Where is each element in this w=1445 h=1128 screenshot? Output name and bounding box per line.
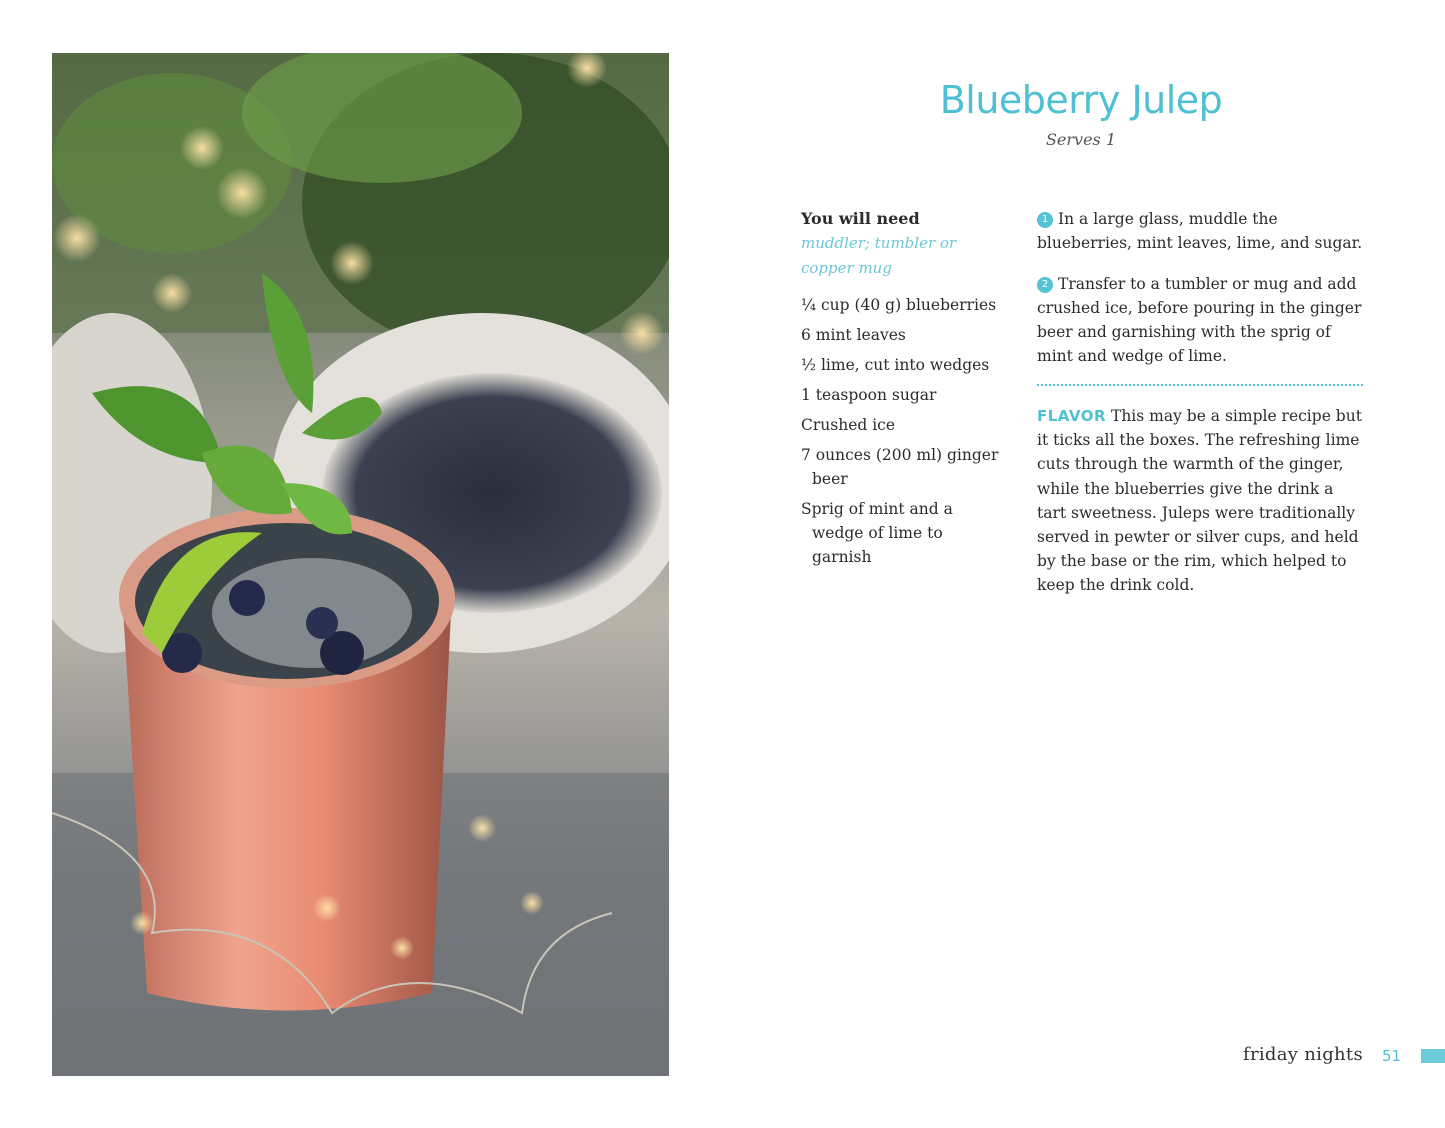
page-number: 51 bbox=[1382, 1047, 1402, 1065]
section-name: friday nights bbox=[1243, 1044, 1364, 1065]
ingredient-item: 1 teaspoon sugar bbox=[801, 386, 937, 404]
method-step bbox=[1037, 207, 1367, 255]
step-text: In a large glass, muddle the blueberries, mint leaves, lime, and sugar. bbox=[1037, 210, 1363, 252]
page-tab-marker bbox=[1421, 1049, 1445, 1063]
ingredients-heading: You will need bbox=[801, 209, 920, 228]
dotted-divider bbox=[1037, 384, 1363, 386]
step-number-badge: 1 bbox=[1037, 212, 1053, 228]
method-step bbox=[1037, 272, 1367, 368]
cocktail-photo bbox=[52, 53, 669, 1076]
ingredient-item: ¼ cup (40 g) blueberries bbox=[801, 296, 997, 314]
ingredient-item: 6 mint leaves bbox=[801, 326, 906, 344]
ingredient-item: 7 ounces (200 ml) ginger beer bbox=[801, 446, 999, 488]
recipe-title: Blueberry Julep bbox=[939, 78, 1223, 122]
flavor-text: This may be a simple recipe but it ticks all the boxes. The refreshing lime cuts through the warmth of the ginger, while the blueberries give the drink a tart sweetness. Juleps were traditionally served in pewter or silver cups, and held by the base or the rim, which helped to keep the drink cold. bbox=[1037, 407, 1362, 595]
step-text: Transfer to a tumbler or mug and add crushed ice, before pouring in the ginger beer and garnishing with the sprig of mint and wedge of lime. bbox=[1037, 275, 1362, 365]
cocktail-illustration bbox=[52, 53, 669, 1076]
flavor-label: FLAVOR bbox=[1037, 407, 1107, 425]
equipment-list: muddler; tumbler or copper mug bbox=[801, 234, 957, 277]
ingredient-item: Sprig of mint and a wedge of lime to garnish bbox=[801, 500, 953, 566]
method-column bbox=[1037, 207, 1367, 598]
ingredient-item: Crushed ice bbox=[801, 416, 896, 434]
ingredient-item: ½ lime, cut into wedges bbox=[801, 356, 990, 374]
step-number-badge: 2 bbox=[1037, 277, 1053, 293]
ingredients-column bbox=[801, 207, 1001, 575]
serves-count: Serves 1 bbox=[1045, 130, 1117, 149]
flavor-note bbox=[1037, 404, 1367, 598]
